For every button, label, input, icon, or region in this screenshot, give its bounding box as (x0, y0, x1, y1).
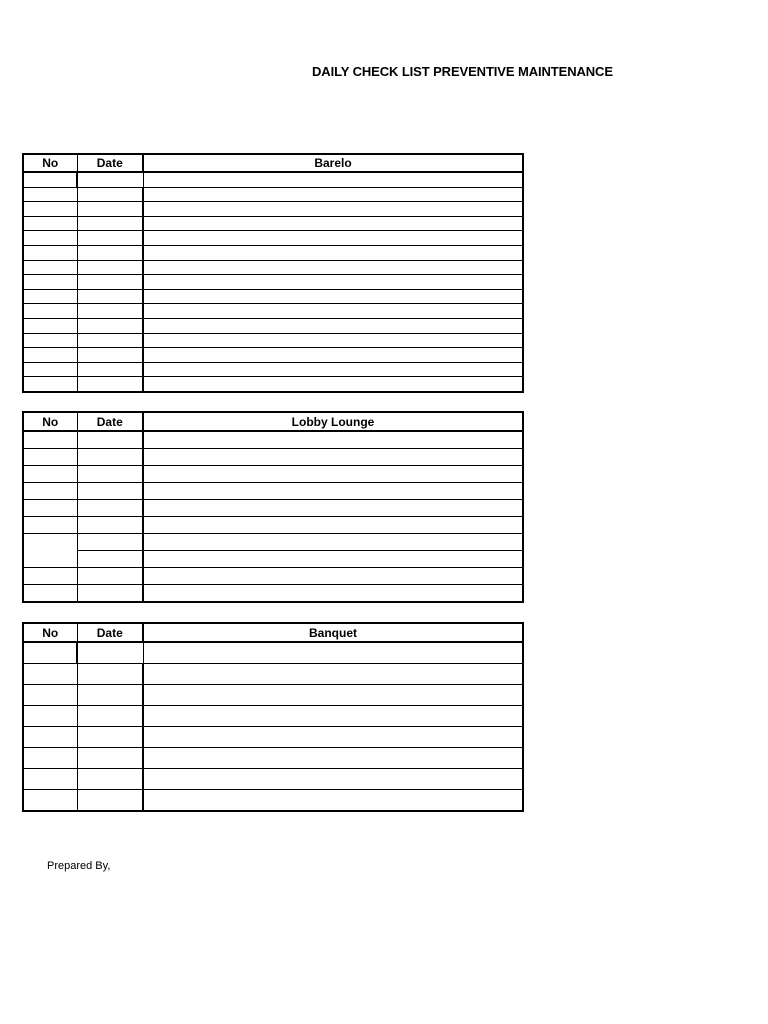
cell-no (23, 348, 77, 363)
cell-date (77, 551, 143, 568)
table-row (23, 348, 523, 363)
table-row (23, 449, 523, 466)
cell-date (77, 727, 143, 748)
table-row (23, 748, 523, 769)
cell-no (23, 466, 77, 483)
table-row (23, 260, 523, 275)
cell-description (143, 568, 523, 585)
cell-date (77, 231, 143, 246)
barelo-checklist-table (22, 153, 524, 393)
cell-date (77, 304, 143, 319)
cell-date (77, 260, 143, 275)
cell-description (143, 500, 523, 517)
cell-no (23, 245, 77, 260)
cell-description (143, 333, 523, 348)
table-row (23, 727, 523, 748)
table-row (23, 706, 523, 727)
cell-description (143, 187, 523, 202)
cell-no (23, 517, 77, 534)
cell-date (77, 362, 143, 377)
table-row (23, 377, 523, 392)
table-row (23, 231, 523, 246)
cell-no (23, 431, 77, 449)
table-row (23, 642, 523, 664)
cell-date (23, 642, 77, 664)
prepared-by-label: Prepared By, (47, 860, 111, 872)
table-row (23, 517, 523, 534)
cell-no (23, 362, 77, 377)
column-header-date: Date (77, 154, 143, 172)
cell-description (143, 377, 523, 392)
cell-description (143, 685, 523, 706)
cell-date (77, 216, 143, 231)
cell-no (23, 289, 77, 304)
cell-date (77, 500, 143, 517)
table-row (23, 790, 523, 812)
cell-no (23, 275, 77, 290)
cell-no (23, 585, 77, 603)
cell-date (77, 585, 143, 603)
cell-no (23, 449, 77, 466)
cell-description (143, 260, 523, 275)
cell-no (23, 231, 77, 246)
cell-date (77, 517, 143, 534)
cell-no (23, 304, 77, 319)
banquet-checklist-table (22, 622, 524, 812)
cell-no (23, 790, 77, 812)
table-row (23, 551, 523, 568)
column-header-section: Banquet (143, 623, 523, 642)
cell-description (143, 483, 523, 500)
table-body (23, 642, 523, 811)
cell-no (23, 260, 77, 275)
cell-date (77, 289, 143, 304)
cell-no (23, 500, 77, 517)
cell-date (77, 706, 143, 727)
table-row (23, 585, 523, 603)
cell-date (77, 275, 143, 290)
cell-no (23, 568, 77, 585)
cell-no (23, 727, 77, 748)
cell-date (77, 568, 143, 585)
cell-date (77, 245, 143, 260)
table-row (23, 318, 523, 333)
table-row (23, 466, 523, 483)
cell-description (143, 727, 523, 748)
cell-no (23, 187, 77, 202)
table-row (23, 534, 523, 551)
cell-no (23, 769, 77, 790)
table-row (23, 769, 523, 790)
cell-date (77, 449, 143, 466)
cell-description (143, 275, 523, 290)
cell-description (77, 642, 143, 664)
column-header-date: Date (77, 412, 143, 431)
column-header-no: No (23, 154, 77, 172)
cell-date (77, 318, 143, 333)
cell-no (23, 483, 77, 500)
table-row (23, 685, 523, 706)
cell-date (77, 202, 143, 217)
table-row (23, 483, 523, 500)
cell-no (23, 333, 77, 348)
cell-no (23, 685, 77, 706)
cell-no (23, 202, 77, 217)
table-body (23, 172, 523, 392)
table-row (23, 333, 523, 348)
column-header-date: Date (77, 623, 143, 642)
cell-description (143, 769, 523, 790)
cell-description (143, 318, 523, 333)
cell-no (23, 318, 77, 333)
column-header-section: Barelo (143, 154, 523, 172)
table-body (23, 431, 523, 602)
table-row (23, 500, 523, 517)
cell-description (143, 466, 523, 483)
cell-description (143, 231, 523, 246)
table-header-row (23, 412, 523, 431)
cell-description (77, 172, 143, 187)
cell-description (143, 289, 523, 304)
page-title: DAILY CHECK LIST PREVENTIVE MAINTENANCE (312, 64, 613, 79)
cell-description (143, 534, 523, 551)
table-header-row (23, 623, 523, 642)
cell-description (143, 706, 523, 727)
table-row (23, 187, 523, 202)
table-row (23, 202, 523, 217)
table-row (23, 245, 523, 260)
table-row (23, 275, 523, 290)
cell-description (143, 202, 523, 217)
cell-description (143, 348, 523, 363)
table-row (23, 289, 523, 304)
cell-date (77, 348, 143, 363)
cell-date (77, 187, 143, 202)
column-header-section: Lobby Lounge (143, 412, 523, 431)
cell-date (77, 377, 143, 392)
cell-date (77, 664, 143, 685)
cell-no (23, 664, 77, 685)
cell-description (143, 304, 523, 319)
page-title-container (290, 64, 613, 84)
cell-no (23, 377, 77, 392)
table-row (23, 216, 523, 231)
cell-description (143, 790, 523, 812)
cell-description (143, 748, 523, 769)
table-row (23, 568, 523, 585)
cell-no (23, 748, 77, 769)
cell-no (23, 534, 77, 568)
cell-description (143, 585, 523, 603)
cell-date (77, 769, 143, 790)
cell-description (143, 517, 523, 534)
cell-date (77, 685, 143, 706)
cell-description (143, 216, 523, 231)
column-header-no: No (23, 623, 77, 642)
table-row (23, 304, 523, 319)
lobby-lounge-checklist-table (22, 411, 524, 603)
table-row (23, 431, 523, 449)
cell-date (77, 333, 143, 348)
cell-date (77, 483, 143, 500)
cell-description (143, 449, 523, 466)
cell-description (143, 362, 523, 377)
cell-date (77, 431, 143, 449)
table-row (23, 172, 523, 187)
cell-date (77, 748, 143, 769)
table-row (23, 664, 523, 685)
cell-date (77, 534, 143, 551)
cell-no (23, 706, 77, 727)
table-header-row (23, 154, 523, 172)
cell-description (143, 245, 523, 260)
cell-description (143, 664, 523, 685)
table-row (23, 362, 523, 377)
cell-date (23, 172, 77, 187)
cell-date (77, 790, 143, 812)
cell-description (143, 551, 523, 568)
cell-date (77, 466, 143, 483)
cell-no (23, 216, 77, 231)
cell-description (143, 431, 523, 449)
column-header-no: No (23, 412, 77, 431)
